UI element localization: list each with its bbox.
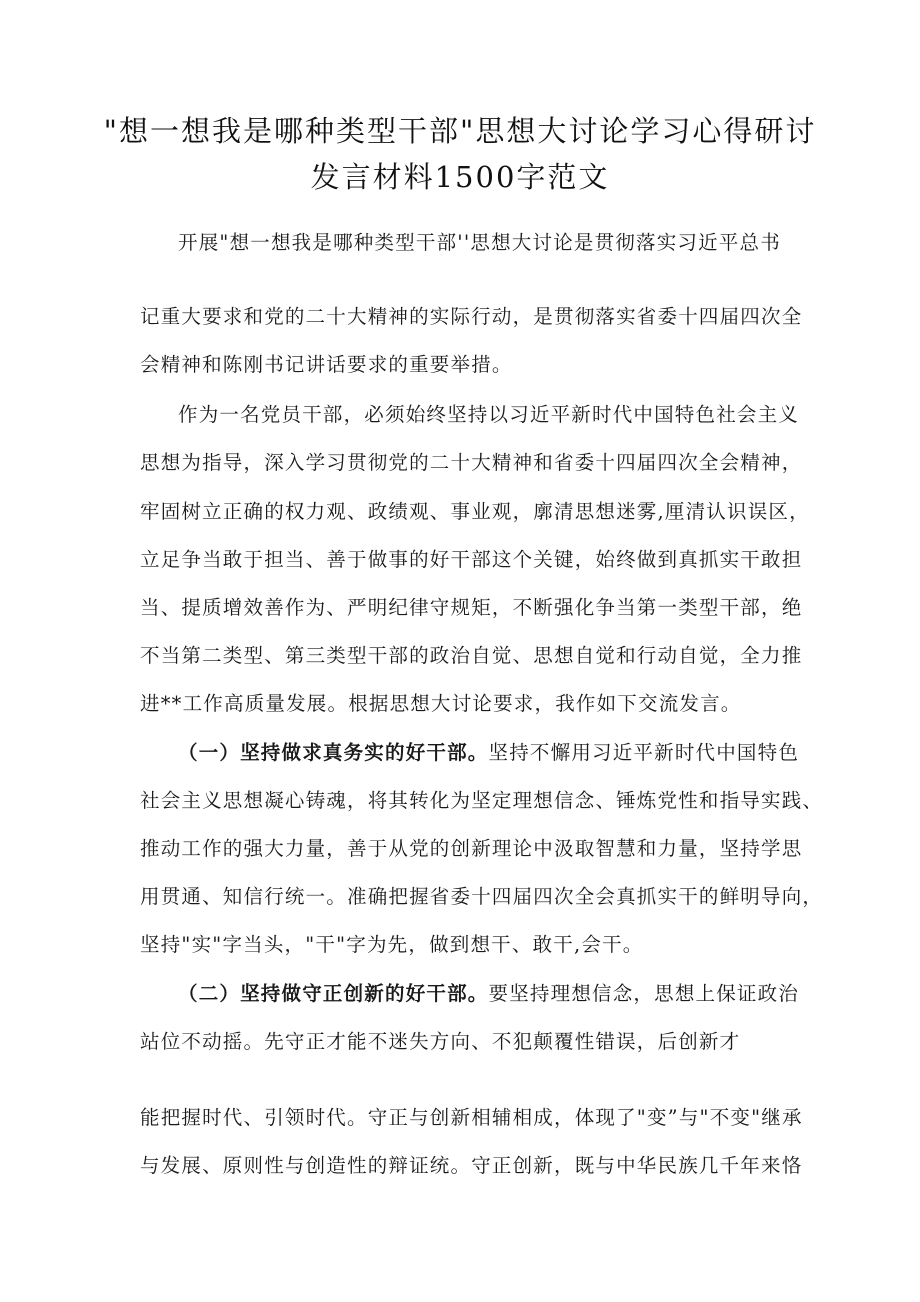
paragraph-3-line-3: 推动工作的强大力量，善于从党的创新理论中汲取智慧和力量，坚持学思 — [140, 837, 803, 860]
paragraph-2-line-6: 不当第二类型、第三类型干部的政治自觉、思想自觉和行动自觉，全力推 — [140, 644, 803, 667]
paragraph-4-line-1 — [178, 979, 799, 1009]
section-heading-1: （一）坚持做求真务实的好干部。 — [178, 741, 489, 764]
paragraph-3-line-4: 用贯通、知信行统一。准确把握省委十四届四次全会真抓实干的鲜明导向， — [140, 885, 824, 908]
paragraph-3-line-5: 坚持"实"字当头，"干"字为先，做到想干、敢干,会干。 — [140, 933, 644, 956]
paragraph-4-line-4: 与发展、原则性与创造性的辩证统。守正创新，既与中华民族几千年来恪 — [140, 1154, 803, 1177]
paragraph-2-line-7: 进**工作高质量发展。根据思想大讨论要求，我作如下交流发言。 — [140, 692, 742, 715]
paragraph-2-line-1: 作为一名党员干部，必须始终坚持以习近平新时代中国特色社会主义 — [178, 403, 800, 426]
paragraph-3-line-1 — [178, 738, 799, 768]
paragraph-3-line-2: 社会主义思想凝心铸魂，将其转化为坚定理想信念、锤炼党性和指导实践、 — [140, 789, 824, 812]
paragraph-3-line-1-text: 坚持不懈用习近平新时代中国特色 — [488, 741, 800, 764]
paragraph-4-line-1-text: 要坚持理想信念，思想上保证政治 — [488, 982, 800, 1005]
paragraph-2-line-2: 思想为指导，深入学习贯彻党的二十大精神和省委十四届四次全会精神， — [140, 451, 803, 474]
paragraph-1-line-2: 记重大要求和党的二十大精神的实际行动，是贯彻落实省委十四届四次全 — [140, 305, 803, 328]
paragraph-4-line-3: 能把握时代、引领时代。守正与创新相辅相成，体现了"变”与"不变"继承 — [140, 1106, 803, 1129]
document-title-line-2: 发言材料1500字范文 — [310, 160, 610, 194]
paragraph-2-line-5: 当、提质增效善作为、严明纪律守规矩，不断强化争当第一类型干部，绝 — [140, 596, 803, 619]
section-heading-2: （二）坚持做守正创新的好干部。 — [178, 982, 489, 1005]
document-title-line-1: "想一想我是哪种类型干部"思想大讨论学习心得研讨 — [103, 114, 817, 148]
paragraph-2-line-3: 牢固树立正确的权力观、政绩观、事业观，廓清思想迷雾,厘清认识误区， — [140, 500, 810, 523]
paragraph-4-line-2: 站位不动摇。先守正才能不迷失方向、不犯颠覆性错误，后创新才 — [140, 1030, 741, 1053]
paragraph-1-line-1: 开展"想一想我是哪种类型干部''思想大讨论是贯彻落实习近平总书 — [178, 231, 781, 254]
paragraph-2-line-4: 立足争当敢于担当、善于做事的好干部这个关键，始终做到真抓实干敢担 — [140, 548, 803, 571]
paragraph-1-line-3: 会精神和陈刚书记讲话要求的重要举措。 — [140, 353, 513, 376]
